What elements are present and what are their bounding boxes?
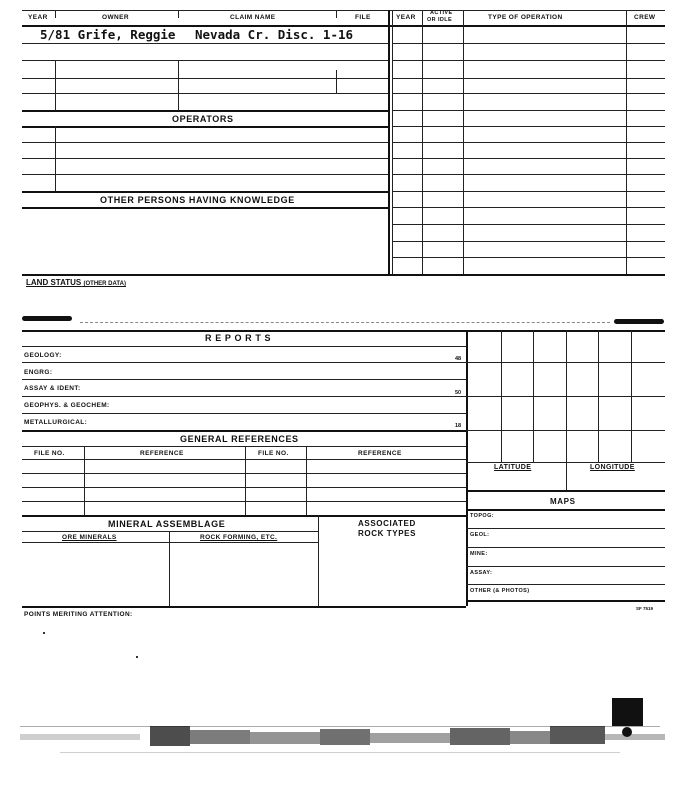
- row-line: [22, 542, 318, 543]
- reports-right-divider: [466, 330, 468, 606]
- bottom-border: [22, 274, 665, 276]
- longitude-label: LONGITUDE: [590, 464, 635, 471]
- row-line: [22, 60, 388, 61]
- row-line: [22, 126, 388, 128]
- ref-col-file-no: FILE NO.: [34, 450, 65, 457]
- entry-year-owner: 5/81 Grife, Reggie: [40, 27, 176, 42]
- row-line: [22, 110, 388, 112]
- map-other: OTHER (& PHOTOS): [470, 588, 530, 594]
- row-line: [22, 142, 388, 143]
- header-year-2: YEAR: [396, 14, 416, 21]
- right-row-line: [392, 93, 665, 94]
- header-year: YEAR: [28, 14, 48, 21]
- col-line: [169, 531, 170, 606]
- col-line: [55, 126, 56, 191]
- header-tick: [336, 10, 337, 18]
- operators-label: OPERATORS: [172, 114, 234, 124]
- header-file: FILE: [355, 14, 371, 21]
- header-owner: OWNER: [102, 14, 129, 21]
- ref-col-reference-2: REFERENCE: [358, 450, 402, 457]
- map-mine: MINE:: [470, 551, 488, 557]
- row-line: [22, 43, 388, 44]
- right-row-line: [392, 174, 665, 175]
- row-line: [22, 78, 388, 79]
- map-assay: ASSAY:: [470, 570, 493, 576]
- map-geol: GEOL:: [470, 532, 490, 538]
- latitude-label: LATITUDE: [494, 464, 532, 471]
- form-code: SF 7519: [636, 606, 654, 611]
- rock-types-label: ROCK TYPES: [358, 529, 417, 538]
- row-line: [22, 174, 388, 175]
- report-number: 50: [455, 390, 462, 396]
- row-line: [466, 600, 665, 602]
- header-tick: [178, 10, 179, 18]
- col-line: [84, 446, 85, 515]
- col-line: [306, 446, 307, 515]
- grid-line: [566, 330, 567, 490]
- row-line: [22, 379, 466, 380]
- grid-line: [466, 490, 665, 492]
- row-line: [22, 446, 466, 447]
- report-metallurgical: METALLURGICAL:: [24, 419, 88, 426]
- right-row-line: [392, 142, 665, 143]
- row-line: [22, 531, 318, 532]
- edge-mark-left: [22, 316, 72, 321]
- row-line: [22, 487, 466, 488]
- land-status-sub: (OTHER DATA): [83, 281, 126, 287]
- grid-line: [466, 362, 665, 363]
- grid-line: [466, 462, 665, 463]
- top-border: [22, 10, 665, 11]
- row-line: [22, 501, 466, 502]
- col-line: [336, 70, 337, 94]
- right-row-line: [392, 78, 665, 79]
- general-references-title: GENERAL REFERENCES: [180, 434, 299, 444]
- row-line: [22, 346, 466, 347]
- reports-title: R E P O R T S: [205, 333, 272, 343]
- right-row-line: [392, 241, 665, 242]
- col-line: [318, 515, 319, 606]
- row-line: [22, 362, 466, 363]
- row-line: [22, 158, 388, 159]
- report-engrg: ENGRG:: [24, 369, 53, 376]
- report-geophys: GEOPHYS. & GEOCHEM:: [24, 402, 110, 409]
- black-dot-mark: [622, 727, 632, 737]
- row-line: [466, 566, 665, 567]
- header-type-of-operation: TYPE OF OPERATION: [488, 14, 563, 21]
- land-status-text: LAND STATUS: [26, 278, 82, 287]
- right-row-line: [392, 126, 665, 127]
- report-assay: ASSAY & IDENT:: [24, 385, 81, 392]
- header-or-idle: OR IDLE: [427, 17, 453, 23]
- map-topog: TOPOG:: [470, 513, 494, 519]
- ore-minerals-label: ORE MINERALS: [62, 534, 117, 541]
- row-line: [22, 191, 388, 193]
- row-line: [466, 528, 665, 529]
- row-line: [22, 413, 466, 414]
- row-line: [22, 93, 388, 94]
- right-row-line: [392, 257, 665, 258]
- report-geology: GEOLOGY:: [24, 352, 62, 359]
- maps-title: MAPS: [550, 497, 576, 506]
- mineral-assemblage-title: MINERAL ASSEMBLAGE: [108, 519, 226, 529]
- entry-claim-name: Nevada Cr. Disc. 1-16: [195, 27, 354, 42]
- col-line: [55, 60, 56, 110]
- right-row-line: [392, 43, 665, 44]
- ref-col-reference: REFERENCE: [140, 450, 184, 457]
- report-number: 48: [455, 356, 462, 362]
- row-line: [22, 473, 466, 474]
- black-box-mark: [612, 698, 643, 726]
- edge-mark-right: [614, 319, 664, 324]
- scan-noise-band: [0, 690, 678, 790]
- fold-line: [80, 322, 610, 323]
- right-row-line: [392, 110, 665, 111]
- header-tick: [55, 10, 56, 18]
- right-row-line: [392, 224, 665, 225]
- row-line: [22, 207, 388, 209]
- speck: [43, 632, 45, 634]
- row-line: [22, 459, 466, 460]
- col-line: [178, 60, 179, 110]
- points-meriting-label: POINTS MERITING ATTENTION:: [24, 611, 133, 618]
- right-row-line: [392, 158, 665, 159]
- report-number: 18: [455, 423, 462, 429]
- header-claim-name: CLAIM NAME: [230, 14, 276, 21]
- row-line: [466, 509, 665, 511]
- right-row-line: [392, 60, 665, 61]
- associated-label: ASSOCIATED: [358, 519, 416, 528]
- right-row-line: [392, 207, 665, 208]
- rock-forming-label: ROCK FORMING, ETC.: [200, 534, 278, 541]
- row-line: [466, 547, 665, 548]
- col-line: [245, 446, 246, 515]
- ref-col-file-no-2: FILE NO.: [258, 450, 289, 457]
- center-divider: [388, 10, 390, 275]
- other-persons-label: OTHER PERSONS HAVING KNOWLEDGE: [100, 195, 295, 205]
- row-line: [22, 515, 466, 517]
- reports-top-border: [22, 330, 665, 332]
- row-line: [22, 396, 466, 397]
- grid-line: [466, 430, 665, 431]
- row-line: [22, 430, 466, 432]
- header-crew: CREW: [634, 14, 656, 21]
- grid-line: [466, 396, 665, 397]
- speck: [136, 656, 138, 658]
- header-active: ACTIVE: [430, 10, 453, 16]
- row-line: [466, 584, 665, 585]
- row-line: [22, 606, 466, 608]
- land-status-label: [26, 278, 126, 287]
- right-row-line: [392, 191, 665, 192]
